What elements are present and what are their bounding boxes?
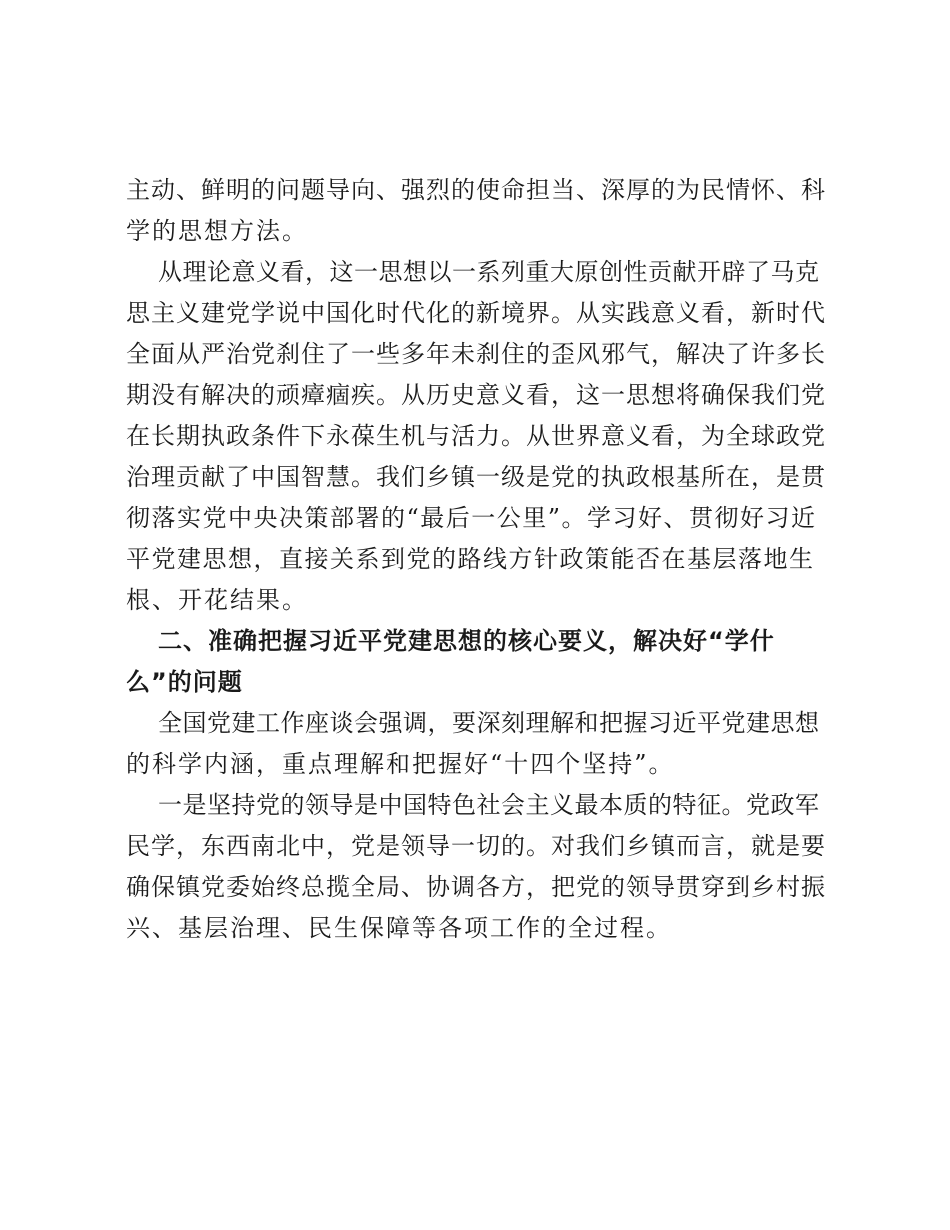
section-heading: 么”的问题 [126, 668, 243, 696]
paragraph-line: 平党建思想，直接关系到党的路线方针政策能否在基层落地生 [126, 545, 815, 573]
paragraph-line: 确保镇党委始终总揽全局、协调各方，把党的领导贯穿到乡村振 [126, 873, 826, 901]
paragraph-line: 全面从严治党刹住了一些多年未刹住的歪风邪气，解决了许多长 [126, 340, 826, 368]
section-heading: 二、准确把握习近平党建思想的核心要义，解决好“学什 [158, 627, 775, 655]
paragraph-line: 全国党建工作座谈会强调，要深刻理解和把握习近平党建思想 [158, 709, 820, 737]
paragraph-line: 一是坚持党的领导是中国特色社会主义最本质的特征。党政军 [158, 791, 820, 819]
paragraph-line: 治理贡献了中国智慧。我们乡镇一级是党的执政根基所在，是贯 [126, 463, 826, 491]
paragraph-line: 思主义建党学说中国化时代化的新境界。从实践意义看，新时代 [126, 299, 826, 327]
paragraph-line: 的科学内涵，重点理解和把握好“十四个坚持”。 [126, 750, 675, 778]
paragraph-line: 在长期执政条件下永葆生机与活力。从世界意义看，为全球政党 [126, 422, 826, 450]
paragraph-line: 从理论意义看，这一思想以一系列重大原创性贡献开辟了马克 [158, 258, 820, 286]
paragraph-line: 彻落实党中央决策部署的“最后一公里”。学习好、贯彻好习近 [126, 504, 817, 532]
paragraph-line: 学的思想方法。 [126, 217, 308, 245]
paragraph-line: 期没有解决的顽瘴痼疾。从历史意义看，这一思想将确保我们党 [126, 381, 826, 409]
paragraph-line: 民学，东西南北中，党是领导一切的。对我们乡镇而言，就是要 [126, 832, 826, 860]
paragraph-line: 根、开花结果。 [126, 586, 308, 614]
paragraph-line: 兴、基层治理、民生保障等各项工作的全过程。 [126, 914, 672, 942]
paragraph-line: 主动、鲜明的问题导向、强烈的使命担当、深厚的为民情怀、科 [126, 176, 826, 204]
